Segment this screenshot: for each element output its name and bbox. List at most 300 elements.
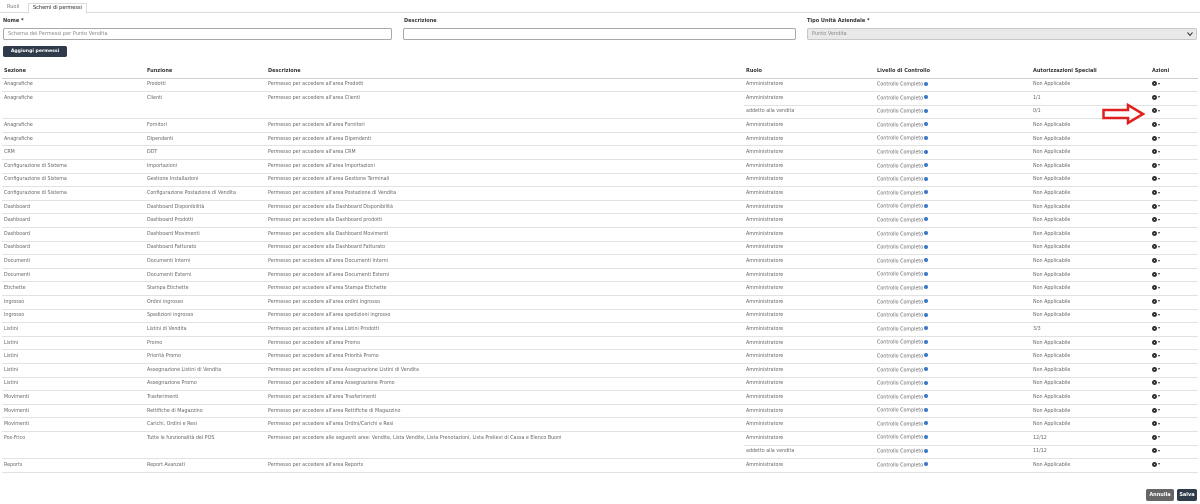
row-actions-menu[interactable] bbox=[1152, 81, 1160, 86]
livello-text: Controllo Completo bbox=[877, 82, 924, 88]
cell-ruolo: Amministratore bbox=[744, 187, 875, 201]
cell-autorizzazioni: Non Applicabile bbox=[1031, 160, 1150, 174]
cell-livello bbox=[875, 309, 1031, 323]
cell-autorizzazioni: Non Applicabile bbox=[1031, 459, 1150, 473]
description-label: Descrizione bbox=[404, 18, 437, 24]
info-icon[interactable] bbox=[924, 82, 928, 86]
info-icon[interactable] bbox=[924, 449, 928, 453]
description-input[interactable] bbox=[403, 28, 796, 40]
caret-down-icon[interactable] bbox=[1158, 395, 1160, 397]
cell-azioni bbox=[1150, 173, 1198, 187]
cell-livello bbox=[875, 92, 1031, 106]
gear-icon[interactable] bbox=[1152, 272, 1157, 277]
cell-azioni bbox=[1150, 214, 1198, 228]
row-actions-menu[interactable] bbox=[1152, 190, 1160, 195]
info-icon[interactable] bbox=[924, 394, 928, 398]
caret-down-icon[interactable] bbox=[1158, 368, 1160, 370]
add-standard-permissions-button[interactable]: Aggiungi permessi standard bbox=[3, 46, 67, 57]
cell-azioni bbox=[1150, 228, 1198, 242]
info-icon[interactable] bbox=[924, 381, 928, 385]
cell-funzione: Fornitori bbox=[145, 119, 266, 133]
cell-autorizzazioni: 0/1 bbox=[1031, 105, 1150, 119]
cell-ruolo: Amministratore bbox=[744, 336, 875, 350]
cell-sezione: Movimenti bbox=[2, 391, 145, 405]
row-actions-menu[interactable] bbox=[1152, 380, 1160, 385]
cell-sezione: Documenti bbox=[2, 255, 145, 269]
cell-funzione: Assegnazione Promo bbox=[145, 377, 266, 391]
cell-funzione: Configurazione Postazione di Vendita bbox=[145, 187, 266, 201]
gear-icon[interactable] bbox=[1152, 326, 1157, 331]
info-icon[interactable] bbox=[924, 150, 928, 154]
cell-funzione: Dashboard Prodotti bbox=[145, 214, 266, 228]
cell-descrizione: Permesso per accedere all'area Documenti Esterni bbox=[266, 268, 744, 282]
cell-livello bbox=[875, 445, 1031, 459]
caret-down-icon[interactable] bbox=[1158, 83, 1160, 85]
table-row bbox=[2, 404, 1198, 418]
cell-sezione: Configurazione di Sistema bbox=[2, 173, 145, 187]
cell-funzione: Spedizioni ingrosso bbox=[145, 309, 266, 323]
unit-type-select[interactable] bbox=[807, 28, 1197, 40]
cell-azioni bbox=[1150, 187, 1198, 201]
info-icon[interactable] bbox=[924, 190, 928, 194]
info-icon[interactable] bbox=[924, 326, 928, 330]
cell-azioni bbox=[1150, 445, 1198, 459]
info-icon[interactable] bbox=[924, 163, 928, 167]
cell-sezione: Movimenti bbox=[2, 418, 145, 432]
tab-schemi-permessi[interactable]: Schemi di permessi bbox=[28, 3, 87, 14]
cell-azioni bbox=[1150, 418, 1198, 432]
gear-icon[interactable] bbox=[1152, 258, 1157, 263]
row-actions-menu[interactable] bbox=[1152, 136, 1160, 141]
row-actions-menu[interactable] bbox=[1152, 285, 1160, 290]
caret-down-icon[interactable] bbox=[1158, 110, 1160, 112]
cell-descrizione bbox=[266, 105, 744, 119]
cell-azioni bbox=[1150, 119, 1198, 133]
cell-ruolo: Amministratore bbox=[744, 282, 875, 296]
cell-autorizzazioni: Non Applicabile bbox=[1031, 200, 1150, 214]
row-actions-menu[interactable] bbox=[1152, 95, 1160, 100]
table-row bbox=[2, 160, 1198, 174]
table-row bbox=[2, 363, 1198, 377]
info-icon[interactable] bbox=[924, 177, 928, 181]
cell-azioni bbox=[1150, 241, 1198, 255]
cell-funzione: Report Avanzati bbox=[145, 459, 266, 473]
cell-livello bbox=[875, 282, 1031, 296]
caret-down-icon[interactable] bbox=[1158, 300, 1160, 302]
cell-ruolo: Amministratore bbox=[744, 200, 875, 214]
cell-livello bbox=[875, 336, 1031, 350]
tab-ruoli[interactable]: Ruoli bbox=[7, 4, 20, 10]
cell-livello bbox=[875, 78, 1031, 92]
gear-icon[interactable] bbox=[1152, 394, 1157, 399]
row-actions-menu[interactable] bbox=[1152, 217, 1160, 222]
cell-livello bbox=[875, 418, 1031, 432]
row-actions-menu[interactable] bbox=[1152, 340, 1160, 345]
table-row bbox=[2, 241, 1198, 255]
cell-ruolo: Amministratore bbox=[744, 92, 875, 106]
row-actions-menu[interactable] bbox=[1152, 462, 1160, 467]
table-row bbox=[2, 336, 1198, 350]
caret-down-icon[interactable] bbox=[1158, 341, 1160, 343]
cell-funzione: Carichi, Ordini e Resi bbox=[145, 418, 266, 432]
caret-down-icon[interactable] bbox=[1158, 382, 1160, 384]
cell-azioni bbox=[1150, 92, 1198, 106]
table-row bbox=[2, 255, 1198, 269]
cell-autorizzazioni: Non Applicabile bbox=[1031, 173, 1150, 187]
cell-livello bbox=[875, 241, 1031, 255]
cell-azioni bbox=[1150, 296, 1198, 310]
cell-autorizzazioni: 3/3 bbox=[1031, 323, 1150, 337]
row-actions-menu[interactable] bbox=[1152, 448, 1160, 453]
cell-funzione: Trasferimenti bbox=[145, 391, 266, 405]
cell-azioni bbox=[1150, 160, 1198, 174]
table-row bbox=[2, 173, 1198, 187]
cell-ruolo: Amministratore bbox=[744, 377, 875, 391]
cell-sezione: Pos-Frico bbox=[4, 435, 26, 441]
row-actions-menu[interactable] bbox=[1152, 149, 1160, 154]
cell-ruolo: Amministratore bbox=[744, 431, 875, 445]
cell-ruolo: Amministratore bbox=[744, 214, 875, 228]
livello-text: Controllo Completo bbox=[877, 286, 924, 292]
cell-descrizione: Permesso per accedere all'area Fornitori bbox=[266, 119, 744, 133]
cell-funzione: Prodotti bbox=[145, 78, 266, 92]
row-actions-menu[interactable] bbox=[1152, 408, 1160, 413]
info-icon[interactable] bbox=[924, 217, 928, 221]
info-icon[interactable] bbox=[924, 231, 928, 235]
gear-icon[interactable] bbox=[1152, 217, 1157, 222]
cell-funzione: Documenti Interni bbox=[145, 255, 266, 269]
gear-icon[interactable] bbox=[1152, 285, 1157, 290]
caret-down-icon[interactable] bbox=[1158, 436, 1160, 438]
gear-icon[interactable] bbox=[1152, 95, 1157, 100]
cell-sezione: Anagrafiche bbox=[4, 96, 33, 102]
livello-text: Controllo Completo bbox=[877, 177, 924, 183]
gear-icon[interactable] bbox=[1152, 435, 1157, 440]
cell-descrizione: Permesso per accedere all'area CRM bbox=[266, 146, 744, 160]
save-button[interactable]: Salva bbox=[1177, 489, 1197, 501]
cell-azioni bbox=[1150, 323, 1198, 337]
cell-azioni bbox=[1150, 146, 1198, 160]
livello-text: Controllo Completo bbox=[877, 435, 924, 441]
cell-sezione: Dashboard bbox=[2, 228, 145, 242]
cell-descrizione: Permesso per accedere all'area Stampa Etichette bbox=[266, 282, 744, 296]
cell-autorizzazioni: Non Applicabile bbox=[1031, 241, 1150, 255]
gear-icon[interactable] bbox=[1152, 204, 1157, 209]
info-icon[interactable] bbox=[924, 95, 928, 99]
table-row bbox=[2, 282, 1198, 296]
caret-down-icon[interactable] bbox=[1158, 355, 1160, 357]
cell-sezione: Etichette bbox=[2, 282, 145, 296]
cell-autorizzazioni: Non Applicabile bbox=[1031, 146, 1150, 160]
cell-autorizzazioni: Non Applicabile bbox=[1031, 228, 1150, 242]
info-icon[interactable] bbox=[924, 258, 928, 262]
col-descrizione: Descrizione bbox=[266, 64, 744, 78]
row-actions-menu[interactable] bbox=[1152, 244, 1160, 249]
livello-text: Controllo Completo bbox=[877, 218, 924, 224]
cell-autorizzazioni: Non Applicabile bbox=[1031, 255, 1150, 269]
caret-down-icon[interactable] bbox=[1158, 178, 1160, 180]
cell-sezione: Dashboard bbox=[2, 200, 145, 214]
gear-icon[interactable] bbox=[1152, 448, 1157, 453]
gear-icon[interactable] bbox=[1152, 136, 1157, 141]
info-icon[interactable] bbox=[924, 109, 928, 113]
cell-descrizione: Permesso per accedere all'area Dipendenti bbox=[266, 132, 744, 146]
table-row bbox=[2, 92, 1198, 106]
cell-descrizione: Permesso per accedere all'area Rettifiche di Magazzino bbox=[266, 404, 744, 418]
gear-icon[interactable] bbox=[1152, 81, 1157, 86]
caret-down-icon[interactable] bbox=[1158, 137, 1160, 139]
caret-down-icon[interactable] bbox=[1158, 124, 1160, 126]
cell-azioni bbox=[1150, 391, 1198, 405]
gear-icon[interactable] bbox=[1152, 108, 1157, 113]
cell-funzione: Ordini ingrosso bbox=[145, 296, 266, 310]
info-icon[interactable] bbox=[924, 245, 928, 249]
cell-funzione bbox=[145, 445, 266, 459]
cell-sezione: Ingrosso bbox=[2, 296, 145, 310]
caret-down-icon[interactable] bbox=[1158, 205, 1160, 207]
row-actions-menu[interactable] bbox=[1152, 312, 1160, 317]
row-actions-menu[interactable] bbox=[1152, 435, 1160, 440]
gear-icon[interactable] bbox=[1152, 231, 1157, 236]
caret-down-icon[interactable] bbox=[1158, 423, 1160, 425]
caret-down-icon[interactable] bbox=[1158, 219, 1160, 221]
cancel-button[interactable]: Annulla bbox=[1146, 489, 1174, 501]
livello-text: Controllo Completo bbox=[877, 408, 924, 414]
cell-livello bbox=[875, 105, 1031, 119]
cell-descrizione: Permesso per accedere all'area Gestione Terminali bbox=[266, 173, 744, 187]
caret-down-icon[interactable] bbox=[1158, 273, 1160, 275]
gear-icon[interactable] bbox=[1152, 380, 1157, 385]
cell-autorizzazioni: 11/12 bbox=[1031, 445, 1150, 459]
cell-ruolo: Amministratore bbox=[744, 309, 875, 323]
unit-type-label: Tipo Unità Aziendale * bbox=[807, 18, 870, 24]
table-body bbox=[2, 78, 1198, 472]
cell-livello bbox=[875, 377, 1031, 391]
cell-livello bbox=[875, 214, 1031, 228]
table-row bbox=[2, 268, 1198, 282]
cell-ruolo: Amministratore bbox=[744, 119, 875, 133]
col-livello: Livello di Controllo bbox=[875, 64, 1031, 78]
caret-down-icon[interactable] bbox=[1158, 164, 1160, 166]
caret-down-icon[interactable] bbox=[1158, 96, 1160, 98]
cell-sezione: CRM bbox=[2, 146, 145, 160]
table-row bbox=[2, 146, 1198, 160]
cell-sezione: Dashboard bbox=[2, 214, 145, 228]
col-funzione: Funzione bbox=[145, 64, 266, 78]
livello-text: Controllo Completo bbox=[877, 381, 924, 387]
cell-funzione: Tutte le funzionalità del POS bbox=[147, 435, 215, 441]
gear-icon[interactable] bbox=[1152, 299, 1157, 304]
gear-icon[interactable] bbox=[1152, 408, 1157, 413]
cell-sezione: Dashboard bbox=[2, 241, 145, 255]
table-row bbox=[2, 418, 1198, 432]
row-actions-menu[interactable] bbox=[1152, 367, 1160, 372]
gear-icon[interactable] bbox=[1152, 421, 1157, 426]
cell-funzione: Importazioni bbox=[145, 160, 266, 174]
livello-text: Controllo Completo bbox=[877, 422, 924, 428]
cell-azioni bbox=[1150, 105, 1198, 119]
cell-livello bbox=[875, 296, 1031, 310]
info-icon[interactable] bbox=[924, 122, 928, 126]
caret-down-icon[interactable] bbox=[1158, 260, 1160, 262]
cell-azioni bbox=[1150, 350, 1198, 364]
cell-autorizzazioni: Non Applicabile bbox=[1031, 268, 1150, 282]
info-icon[interactable] bbox=[924, 285, 928, 289]
cell-sezione: Listini bbox=[2, 336, 145, 350]
table-row bbox=[2, 431, 1198, 445]
gear-icon[interactable] bbox=[1152, 122, 1157, 127]
cell-autorizzazioni: Non Applicabile bbox=[1031, 187, 1150, 201]
table-row bbox=[2, 296, 1198, 310]
row-actions-menu[interactable] bbox=[1152, 231, 1160, 236]
livello-text: Controllo Completo bbox=[877, 109, 924, 115]
livello-text: Controllo Completo bbox=[877, 191, 924, 197]
cell-livello bbox=[875, 200, 1031, 214]
cell-azioni bbox=[1150, 268, 1198, 282]
cell-sezione: Listini bbox=[2, 323, 145, 337]
cell-ruolo: Amministratore bbox=[744, 78, 875, 92]
livello-text: Controllo Completo bbox=[877, 327, 924, 333]
cell-descrizione: Permesso per accedere alla Dashboard Movimenti bbox=[266, 228, 744, 242]
info-icon[interactable] bbox=[924, 340, 928, 344]
row-actions-menu[interactable] bbox=[1152, 258, 1160, 263]
gear-icon[interactable] bbox=[1152, 163, 1157, 168]
row-actions-menu[interactable] bbox=[1152, 108, 1160, 113]
cell-ruolo: Amministratore bbox=[744, 132, 875, 146]
info-icon[interactable] bbox=[924, 299, 928, 303]
cell-descrizione: Permesso per accedere all'area Prodotti bbox=[266, 78, 744, 92]
row-actions-menu[interactable] bbox=[1152, 204, 1160, 209]
info-icon[interactable] bbox=[924, 136, 928, 140]
caret-down-icon[interactable] bbox=[1158, 409, 1160, 411]
gear-icon[interactable] bbox=[1152, 244, 1157, 249]
info-icon[interactable] bbox=[924, 204, 928, 208]
caret-down-icon[interactable] bbox=[1158, 287, 1160, 289]
livello-text: Controllo Completo bbox=[877, 272, 924, 278]
info-icon[interactable] bbox=[924, 421, 928, 425]
table-row bbox=[2, 445, 1198, 459]
caret-down-icon[interactable] bbox=[1158, 450, 1160, 452]
table-row bbox=[2, 119, 1198, 133]
row-actions-menu[interactable] bbox=[1152, 176, 1160, 181]
cell-funzione: Promo bbox=[145, 336, 266, 350]
tab-bar bbox=[0, 0, 1200, 13]
row-actions-menu[interactable] bbox=[1152, 421, 1160, 426]
row-actions-menu[interactable] bbox=[1152, 353, 1160, 358]
caret-down-icon[interactable] bbox=[1158, 327, 1160, 329]
cell-descrizione: Permesso per accedere alla Dashboard Fatturato bbox=[266, 241, 744, 255]
gear-icon[interactable] bbox=[1152, 353, 1157, 358]
caret-down-icon[interactable] bbox=[1158, 151, 1160, 153]
table-row bbox=[2, 377, 1198, 391]
cell-sezione: Listini bbox=[2, 377, 145, 391]
col-ruolo: Ruolo bbox=[744, 64, 875, 78]
gear-icon[interactable] bbox=[1152, 149, 1157, 154]
cell-descrizione: Permesso per accedere all'area Promo bbox=[266, 336, 744, 350]
gear-icon[interactable] bbox=[1152, 176, 1157, 181]
info-icon[interactable] bbox=[924, 353, 928, 357]
table-row bbox=[2, 323, 1198, 337]
info-icon[interactable] bbox=[924, 408, 928, 412]
caret-down-icon[interactable] bbox=[1158, 192, 1160, 194]
cell-ruolo: Amministratore bbox=[744, 363, 875, 377]
caret-down-icon[interactable] bbox=[1158, 314, 1160, 316]
gear-icon[interactable] bbox=[1152, 340, 1157, 345]
cell-azioni bbox=[1150, 363, 1198, 377]
livello-text: Controllo Completo bbox=[877, 232, 924, 238]
caret-down-icon[interactable] bbox=[1158, 463, 1160, 465]
cell-autorizzazioni: Non Applicabile bbox=[1031, 336, 1150, 350]
livello-text: Controllo Completo bbox=[877, 204, 924, 210]
cell-funzione: Documenti Esterni bbox=[145, 268, 266, 282]
gear-icon[interactable] bbox=[1152, 190, 1157, 195]
table-row bbox=[2, 105, 1198, 119]
row-actions-menu[interactable] bbox=[1152, 122, 1160, 127]
cell-autorizzazioni: Non Applicabile bbox=[1031, 296, 1150, 310]
cell-sezione: Configurazione di Sistema bbox=[2, 187, 145, 201]
cell-sezione: Anagrafiche bbox=[2, 78, 145, 92]
cell-sezione: Anagrafiche bbox=[2, 119, 145, 133]
cell-funzione: DDT bbox=[145, 146, 266, 160]
cell-funzione: Rettifiche di Magazzino bbox=[145, 404, 266, 418]
cell-ruolo: Amministratore bbox=[744, 146, 875, 160]
info-icon[interactable] bbox=[924, 462, 928, 466]
cell-autorizzazioni: Non Applicabile bbox=[1031, 418, 1150, 432]
cell-descrizione: Permesso per accedere all'area Ordini/Carichi e Resi bbox=[266, 418, 744, 432]
info-icon[interactable] bbox=[924, 435, 928, 439]
row-actions-menu[interactable] bbox=[1152, 394, 1160, 399]
gear-icon[interactable] bbox=[1152, 367, 1157, 372]
table-row bbox=[2, 78, 1198, 92]
cell-azioni bbox=[1150, 200, 1198, 214]
row-actions-menu[interactable] bbox=[1152, 326, 1160, 331]
gear-icon[interactable] bbox=[1152, 462, 1157, 467]
cell-descrizione: Permesso per accedere all'area spedizioni ingrosso bbox=[266, 309, 744, 323]
cell-livello bbox=[875, 173, 1031, 187]
livello-text: Controllo Completo bbox=[877, 245, 924, 251]
table-row bbox=[2, 200, 1198, 214]
cell-descrizione: Permesso per accedere all'area Postazione di Vendita bbox=[266, 187, 744, 201]
cell-ruolo: Amministratore bbox=[744, 323, 875, 337]
info-icon[interactable] bbox=[924, 367, 928, 371]
row-actions-menu[interactable] bbox=[1152, 163, 1160, 168]
info-icon[interactable] bbox=[924, 313, 928, 317]
cell-autorizzazioni: Non Applicabile bbox=[1031, 350, 1150, 364]
cell-sezione bbox=[2, 105, 145, 119]
row-actions-menu[interactable] bbox=[1152, 299, 1160, 304]
cell-funzione: Stampa Etichette bbox=[145, 282, 266, 296]
caret-down-icon[interactable] bbox=[1158, 232, 1160, 234]
cell-sezione: Configurazione di Sistema bbox=[2, 160, 145, 174]
livello-text: Controllo Completo bbox=[877, 96, 924, 102]
gear-icon[interactable] bbox=[1152, 312, 1157, 317]
table-header-row bbox=[2, 64, 1198, 78]
info-icon[interactable] bbox=[924, 272, 928, 276]
caret-down-icon[interactable] bbox=[1158, 246, 1160, 248]
cell-funzione: Dashboard Disponibilità bbox=[145, 200, 266, 214]
cell-ruolo: Amministratore bbox=[744, 459, 875, 473]
col-autorizzazioni: Autorizzazioni Speciali bbox=[1031, 64, 1150, 78]
table-row bbox=[2, 214, 1198, 228]
cell-autorizzazioni: 1/1 bbox=[1031, 92, 1150, 106]
row-actions-menu[interactable] bbox=[1152, 272, 1160, 277]
col-sezione: Sezione bbox=[2, 64, 145, 78]
cell-sezione: Ingrosso bbox=[2, 309, 145, 323]
cell-descrizione: Permesso per accedere all'area Clienti bbox=[268, 96, 361, 102]
name-input[interactable] bbox=[3, 28, 392, 40]
red-arrow-annotation bbox=[1102, 103, 1146, 125]
cell-livello bbox=[875, 459, 1031, 473]
